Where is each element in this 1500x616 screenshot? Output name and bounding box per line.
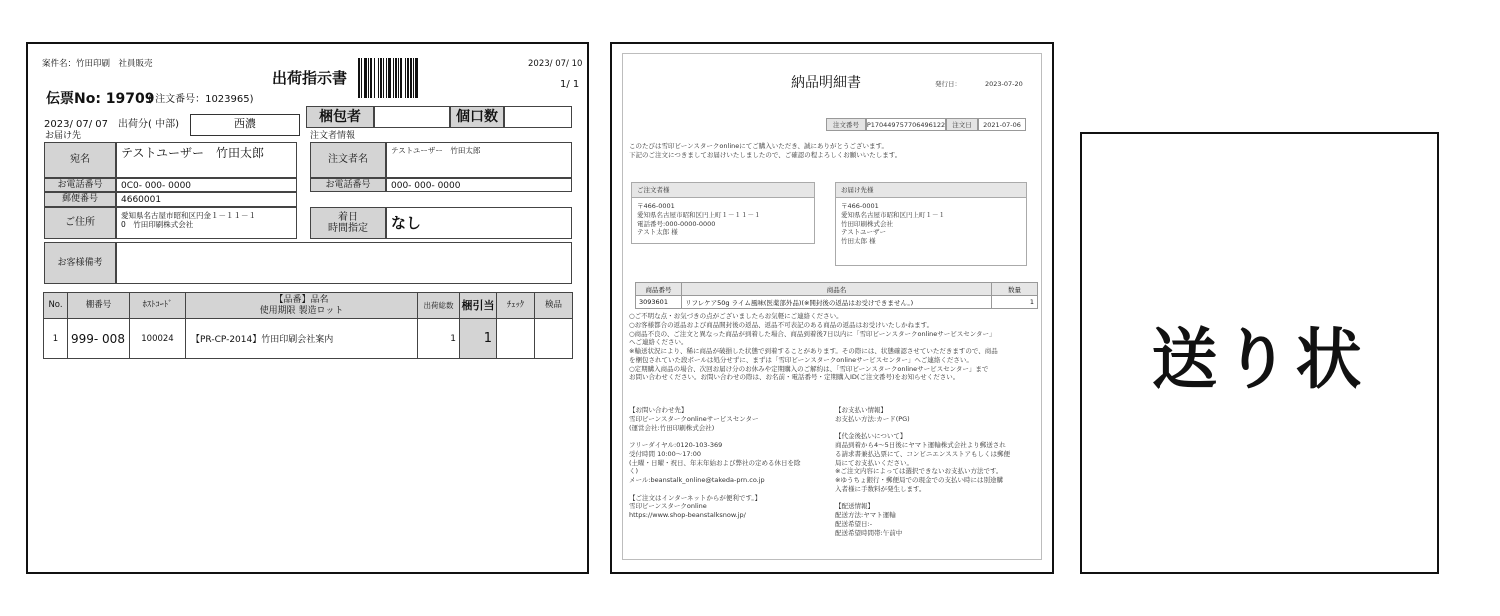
contact-info: 【お問い合わせ先】 雪印ビーンスタークonlineサービスセンター (運営会社:竹田印刷株式会社) フリーダイヤル:0120-103-369 受付時間 10:00〜17:00 (土曜・日曜・祝日、年末年始および弊社の定める休日を除 く) メール:beanstalk_online@takeda-prn.co.jp 【ご注文はインターネットからが便利です。】 雪印ビーンスタークonline https://www.shop-beanstalksnow.jp/	[629, 406, 801, 520]
col-header: ﾁｪｯｸ	[497, 293, 535, 319]
arrival-time-value: なし	[386, 207, 572, 239]
shipping-instruction-document	[26, 42, 589, 574]
cell-allocated: 1	[460, 319, 497, 359]
orderer-name-label: 注文者名	[310, 142, 386, 178]
destination-card-title: お届け先様	[836, 183, 1026, 198]
notes-text: ○ご不明な点・お気づきの点がございましたらお気軽にご連絡ください。 ○お客様都合の返品および商品開封後の返品、返品不可表記のある商品の返品はお受けいたしかねます。 ○商品不良の、ご注文と異なった商品が到着した場合、商品到着後7日以内に「雪印ビーンスタークonlineサービスセンター」 へご連絡ください。 ※輸送状況により、稀に商品が破損した状態で到着することがあります。その際には、状態確認させていただきますので、商品 を梱包されていた段ボールは処分せずに、まずは「雪印ビーンスタークonlineサービスセンター」へご連絡ください。 ○定期購入商品の場合、次回お届け分のお休みや定期購入のご解約は、「雪印ビーンスタークonlineサービスセンター」まで お問い合わせください。お問い合わせの際は、お名前・電話番号・定期購入ID(ご注文番号)をお知らせください。	[629, 312, 998, 382]
shipping-label-placeholder	[1080, 132, 1439, 574]
cell-quantity: 1	[992, 296, 1038, 309]
dest-address-label: ご住所	[44, 207, 116, 239]
issue-date-value: 2023-07-20	[985, 80, 1023, 88]
arrival-time-label: 着日 時間指定	[310, 207, 386, 239]
orderer-phone-value: 000- 000- 0000	[386, 178, 572, 192]
order-date-label: 注文日	[946, 118, 978, 131]
page-number: 1/ 1	[560, 79, 580, 90]
orderer-card-body: 〒466-0001 愛知県名古屋市昭和区円上町１－１１－１ 電話番号:000-0000-0000 テスト太郎 様	[637, 202, 761, 237]
col-header: 棚番号	[68, 293, 130, 319]
table-header-row	[636, 283, 1038, 296]
greeting-text: このたびは雪印ビーンスタークonlineにてご購入いただき、誠にありがとうございます。 下記のご注文につきましてお届けいたしましたので、ご確認の程よろしくお願いいたします。	[629, 142, 902, 159]
table-header-row	[44, 293, 573, 319]
shipment-line: 2023/ 07/ 07 出荷分( 中部)	[44, 119, 179, 130]
delivery-slip-document	[610, 42, 1054, 574]
dest-address-value: 愛知県名古屋市昭和区円金１－１１－１ 0 竹田印刷株式会社	[116, 207, 297, 239]
order-number-value: P170449757706496122	[866, 118, 946, 131]
col-header: 【品番】品名 使用期限 製造ロット	[186, 293, 418, 319]
cell-no: 1	[44, 319, 68, 359]
deliver-to-label: お届け先	[45, 131, 82, 141]
dest-zip-value: 4660001	[116, 192, 297, 207]
barcode-image	[358, 58, 438, 98]
cell-product-name: リフレケア50g ライム風味(医薬部外品)(※開封後の返品はお受けできません。)	[682, 296, 992, 309]
table-row	[44, 319, 573, 359]
col-header: 出荷総数	[418, 293, 460, 319]
pieces-value	[504, 106, 572, 128]
remarks-label: お客様備考	[44, 242, 116, 284]
remarks-value	[116, 242, 572, 284]
destination-card-body: 〒466-0001 愛知県名古屋市昭和区円上町１－１ 竹田印刷株式会社 テストユーザー 竹田太郎 様	[841, 202, 945, 246]
delivery-title: 納品明細書	[791, 75, 861, 91]
order-number: ( 注文番号：1023965)	[148, 94, 254, 105]
dest-name-value: テストユーザー 竹田太郎	[116, 142, 297, 178]
product-table	[635, 282, 1038, 309]
payment-info: 【お支払い情報】 お支払い方法:カード(PG) 【代金後払いについて】 商品到着から4〜5日後にヤマト運輸株式会社より郵送され る請求書兼払込票にて、コンビニエンスストアもしくは郵便 局にてお支払いください。 ※ご注文内容によっては選択できないお支払い方法です。 ※ゆうちょ銀行・郵便局での現金での支払い時には別途購 入者様に手数料が発生します。 【配送情報】 配送方法:ヤマト運輸 配送希望日:- 配送希望時間帯:午前中	[835, 406, 1010, 537]
cell-host-code: 100024	[130, 319, 186, 359]
packer-label: 梱包者	[306, 106, 374, 128]
issue-date: 2023/ 07/ 10	[528, 59, 583, 69]
col-header: 数量	[992, 283, 1038, 296]
col-header: ﾎｽﾄｺｰﾄﾞ	[130, 293, 186, 319]
cell-shelf: 999- 008	[68, 319, 130, 359]
orderer-name-value: テストユーザー 竹田太郎	[386, 142, 572, 178]
document-title: 出荷指示書	[272, 69, 348, 87]
slip-number: 伝票No: 19709	[46, 91, 155, 107]
col-header: 商品名	[682, 283, 992, 296]
dest-phone-label: お電話番号	[44, 178, 116, 192]
issue-date-label: 発行日：	[935, 80, 961, 88]
table-row	[636, 296, 1038, 309]
delivery-slip-page	[622, 53, 1042, 560]
label-text: 送り状	[1151, 320, 1368, 398]
col-header: 梱引当	[460, 293, 497, 319]
cell-item-name: 【PR-CP-2014】竹田印刷会社案内	[186, 319, 418, 359]
cell-check	[497, 319, 535, 359]
orderer-card-title: ご注文者様	[632, 183, 814, 198]
destination-card	[835, 182, 1027, 266]
dest-name-label: 宛名	[44, 142, 116, 178]
pieces-label: 個口数	[450, 106, 504, 128]
dest-zip-label: 郵便番号	[44, 192, 116, 207]
case-name: 案件名：竹田印刷 社員販売	[42, 59, 153, 69]
col-header: 検品	[535, 293, 573, 319]
orderer-info-label: 注文者情報	[310, 131, 356, 141]
items-table	[43, 292, 573, 359]
packer-value	[374, 106, 450, 128]
order-number-label: 注文番号	[826, 118, 866, 131]
cell-inspect	[535, 319, 573, 359]
col-header: 商品番号	[636, 283, 682, 296]
cell-product-code: 3093601	[636, 296, 682, 309]
dest-phone-value: 0C0- 000- 0000	[116, 178, 297, 192]
order-date-value: 2021-07-06	[978, 118, 1026, 131]
region-name: 西濃	[234, 117, 256, 130]
orderer-phone-label: お電話番号	[310, 178, 386, 192]
orderer-card	[631, 182, 815, 244]
col-header: No.	[44, 293, 68, 319]
cell-ship-total: 1	[418, 319, 460, 359]
